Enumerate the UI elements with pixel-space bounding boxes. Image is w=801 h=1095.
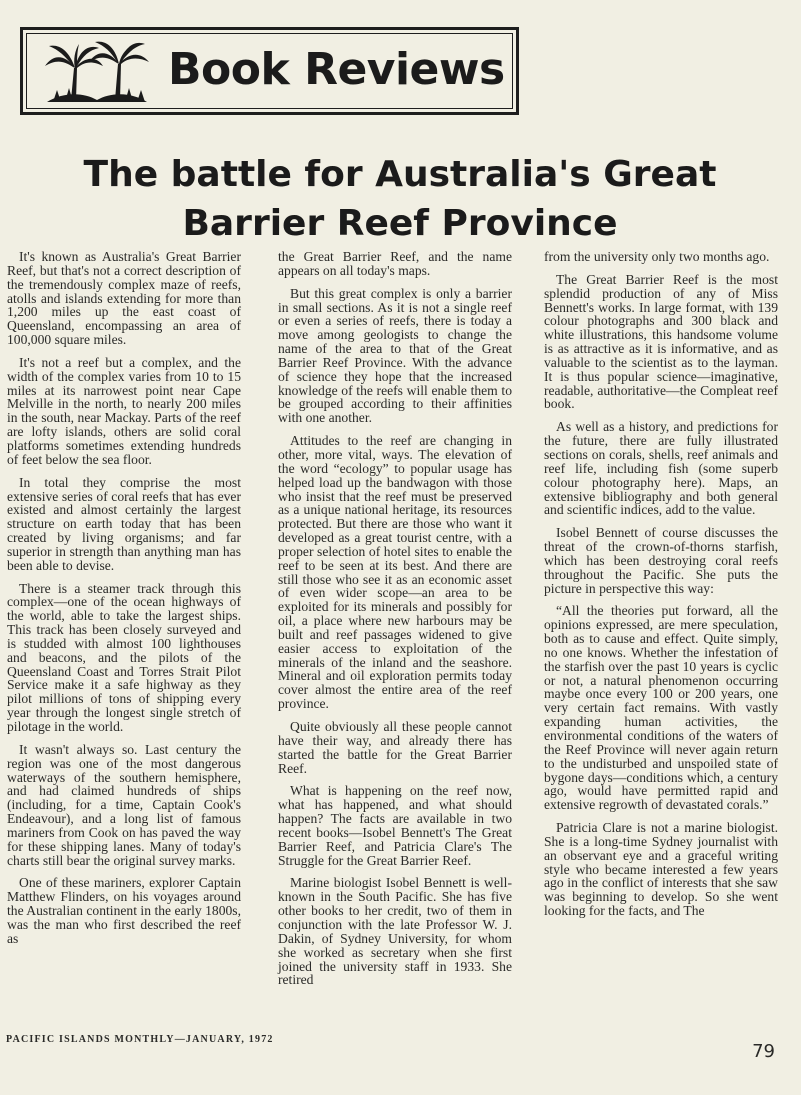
paragraph: The Great Barrier Reef is the most splendid production of any of Miss Bennett's works. In large format, with 139 colour photographs and 300 black and white illustrations, this handsome volume is as attractive as it is informative, and as valuable to the scientist as to the layman. It is thus popular science—imaginative, readable, authoritative—the Compleat reef book. bbox=[544, 271, 778, 412]
page-number: 79 bbox=[752, 1041, 775, 1062]
paragraph: In total they comprise the most extensive series of coral reefs that has ever existed and almost certainly the largest structure on earth today that has been created by living organisms; and far superior in strength than anything man has been able to devise. bbox=[7, 474, 241, 573]
paragraph: from the university only two months ago. bbox=[544, 249, 770, 264]
paragraph: Attitudes to the reef are changing in other, more vital, ways. The elevation of the word “ecology” to popular usage has helped load up the bandwagon with those who insist that the reef must be preserved as a unique national heritage, its resources protected. But there are those who want it developed as a great tourist centre, with a proper selection of hotel sites to enable the reef to be seen at its best. And there are still those who see it as an economic asset of even wider scope—an area to be exploited for its minerals and possibly for oil, a place where new harbours may be built and reef passages widened to give easier access to exploitation of the minerals of the inland and the seashore. Mineral and oil exploration permits today cover almost the entire area of the reef province. bbox=[278, 433, 512, 712]
paragraph: the Great Barrier Reef, and the name appears on all today's maps. bbox=[278, 249, 512, 278]
article-column-2 bbox=[278, 250, 512, 996]
paragraph: What is happening on the reef now, what has happened, and what should happen? The facts are available in two recent books—Isobel Bennett's The Great Barrier Reef, and Patricia Clare's The Struggle for the Great Barrier Reef. bbox=[278, 783, 512, 868]
paragraph: But this great complex is only a barrier in small sections. As it is not a single reef or even a series of reefs, there is today a move among geologists to change the name of the area to that of the Great Barrier Reef Province. With the advance of science they hope that the increased knowledge of the reefs will enable them to be grouped according to their affinities with one another. bbox=[278, 285, 512, 426]
paragraph: Patricia Clare is not a marine biologist. She is a long-time Sydney journalist with an observant eye and a graceful writing style who became interested a few years ago in the conflict of interests that she saw was beginning to develop. So she went looking for the facts, and The bbox=[544, 820, 778, 919]
section-title: Book Reviews bbox=[168, 44, 505, 95]
paragraph: One of these mariners, explorer Captain Matthew Flinders, on his voyages around the Australian continent in the early 1800s, was the man who first described the reef as bbox=[7, 875, 241, 946]
article-headline: The battle for Australia's Great Barrier Reef Province bbox=[83, 154, 717, 244]
paragraph: It's not a reef but a complex, and the width of the complex varies from 10 to 15 miles at its narrowest point near Cape Melville in the north, to nearly 200 miles in the south, near Mackay. Parts of the reef are lofty islands, others are solid coral platforms sometimes extending hundreds of feet below the sea floor. bbox=[7, 354, 241, 467]
palm-trees-logo-icon bbox=[43, 40, 151, 104]
paragraph: Isobel Bennett of course discusses the threat of the crown-of-thorns starfish, which has been destroying coral reefs throughout the Pacific. She puts the picture in perspective this way: bbox=[544, 525, 778, 596]
article-column-1 bbox=[7, 250, 241, 955]
paragraph: Quite obviously all these people cannot have their way, and already there has started the battle for the Great Barrier Reef. bbox=[278, 719, 512, 776]
paragraph: As well as a history, and predictions for the future, there are fully illustrated sections on corals, shells, reef animals and reef life, including fish (some superb colour photography here). Maps, an extensive bibliography and both general and scientific indices, add to the value. bbox=[544, 419, 778, 518]
paragraph: It wasn't always so. Last century the region was one of the most dangerous waterways of the southern hemisphere, and had claimed hundreds of ships (including, for a time, Captain Cook's Endeavour), and a long list of famous mariners from Cook on has paved the way for these shipping lanes. Many of today's charts still bear the original survey marks. bbox=[7, 741, 241, 868]
paragraph: Marine biologist Isobel Bennett is well-known in the South Pacific. She has five other books to her credit, two of them in conjunction with the late Professor W. J. Dakin, of Sydney University, for whom she worked as secretary when she first joined the university staff in 1933. She retired bbox=[278, 875, 512, 988]
section-masthead bbox=[20, 27, 519, 115]
paragraph: There is a steamer track through this complex—one of the ocean highways of the world, able to take the largest ships. This track has been closely surveyed and is studded with almost 100 lighthouses and beacons, and the pilots of the Queensland Coast and Torres Strait Pilot Service make it a safe highway as they pilot millions of tons of shipping every year through the longest single stretch of pilotage in the world. bbox=[7, 580, 241, 734]
article-column-3 bbox=[544, 250, 778, 927]
paragraph: “All the theories put forward, all the opinions expressed, are mere speculation, both as to cause and effect. Quite simply, no one knows. Whether the infestation of the starfish over the past 10 years is cyclic or not, a natural phenomenon occurring maybe once every 100 or 200 years, one very certain fact remains. With vastly expanding human activities, the environmental conditions of the waters of the Reef Province will never again return to the undisturbed and unspoiled state of bygone days—conditions which, a century ago, would have permitted rapid and extensive regrowth of devastated corals.” bbox=[544, 603, 778, 813]
paragraph: It's known as Australia's Great Barrier Reef, but that's not a correct description of the tremendously complex maze of reefs, atolls and islands extending for more than 1,200 miles up the east coast of Queensland, encompassing an area of 100,000 square miles. bbox=[7, 249, 241, 348]
magazine-footer: PACIFIC ISLANDS MONTHLY—JANUARY, 1972 bbox=[6, 1034, 274, 1045]
